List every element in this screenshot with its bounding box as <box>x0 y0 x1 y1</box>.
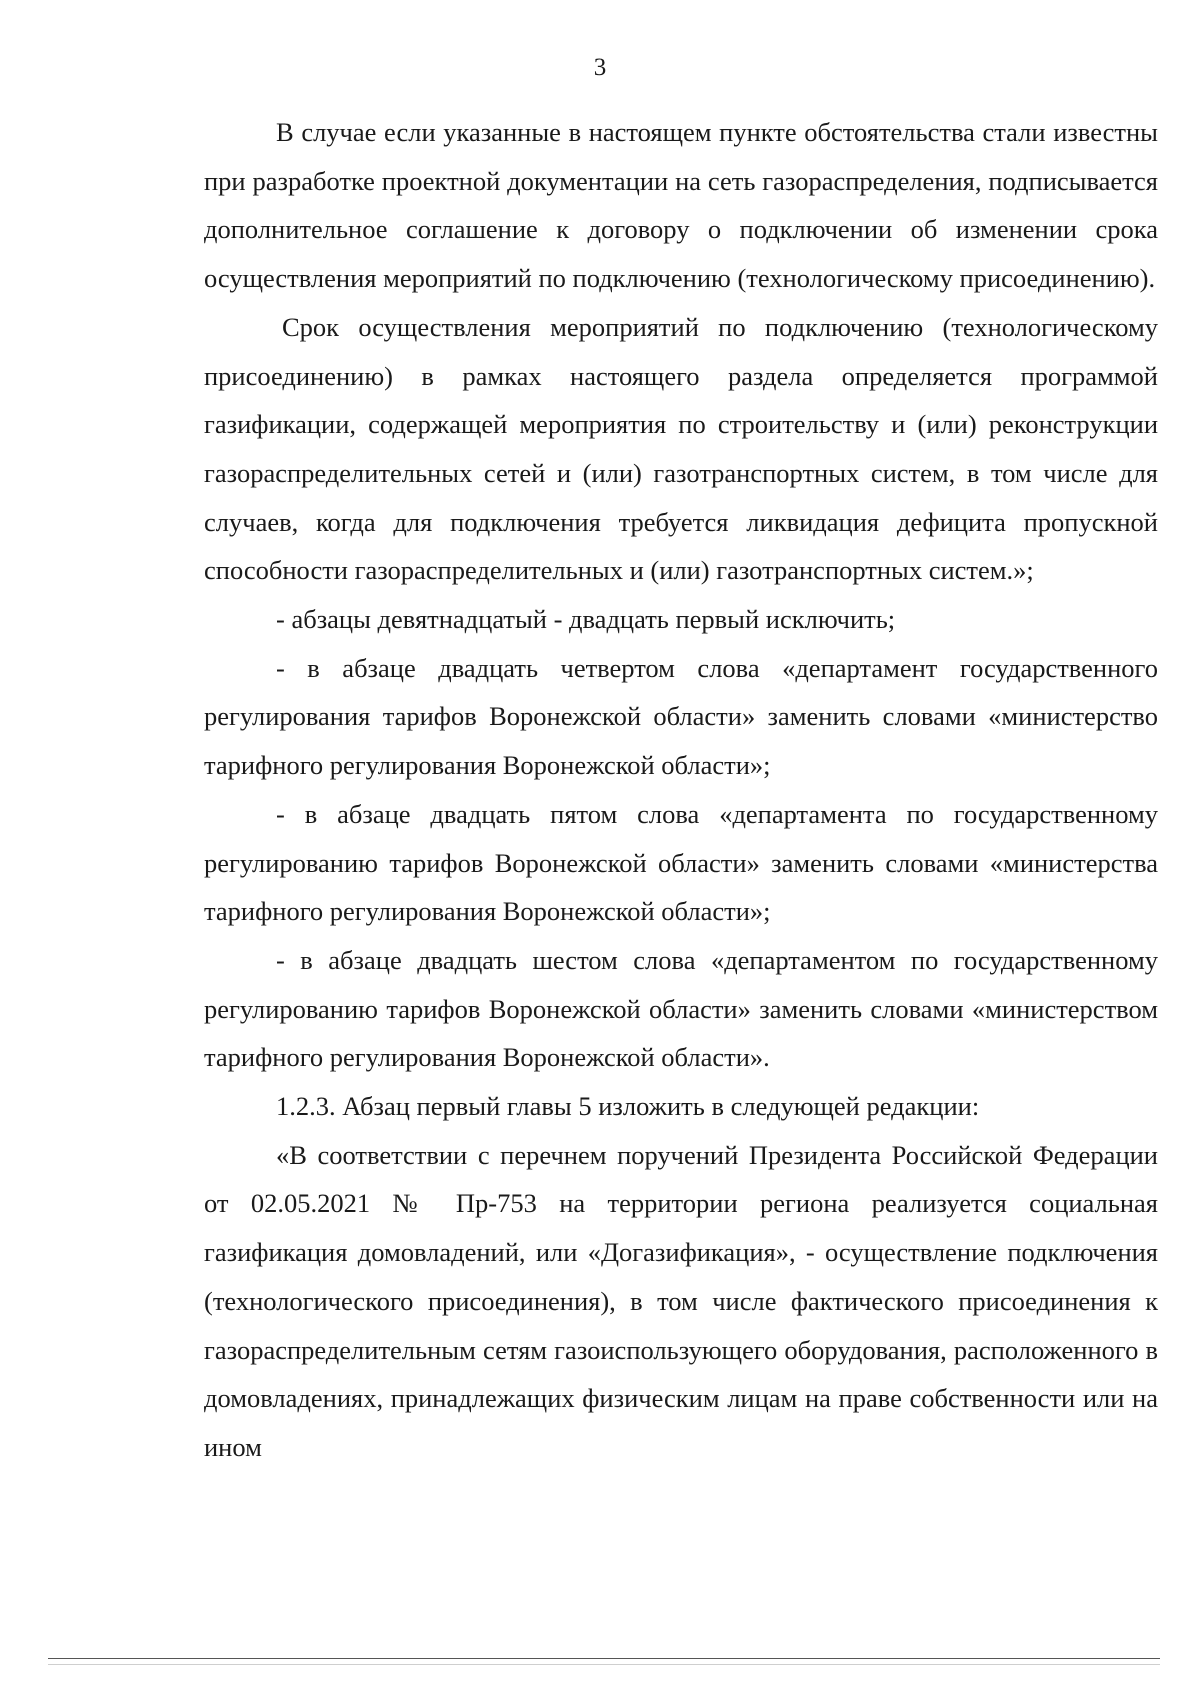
paragraph-deadline-change: В случае если указанные в настоящем пункте обстоятельства стали известны при разработке проектной документации на сеть газораспределения, подписывается дополнительное соглашение к договору о подключении об изменении срока осуществления мероприятий по подключению (технологическому присоединению). <box>204 117 1158 294</box>
paragraph-connection-deadline: Срок осуществления мероприятий по подключению (технологическому присоединению) в рамках настоящего раздела определяется программой газификации, содержащей мероприятия по строительству и (или) реконструкции газораспределительных сетей и (или) газотранспортных систем, в том числе для случаев, когда для подключения требуется ликвидация дефицита пропускной способности газораспределительных и (или) газотранспортных систем.»; <box>204 311 1158 586</box>
bottom-scan-border-faint <box>48 1664 1160 1665</box>
paragraph-social-gasification: «В соответствии с перечнем поручений Президента Российской Федерации от 02.05.2021 № Пр-753 на территории региона реализуется социальная газификация домовладений, или «Догазификация», - осуществление подключения (технологического присоединения), в том числе фактического присоединения к газораспределительным сетям газоиспользующего оборудования, расположенного в домовладениях, принадлежащих физическим лицам на праве собственности или на ином <box>204 1139 1158 1462</box>
document-body <box>204 108 1158 1472</box>
paragraph-amend-26: - в абзаце двадцать шестом слова «департаментом по государственному регулированию тарифов Воронежской области» заменить словами «министерством тарифного регулирования Воронежской области». <box>204 944 1158 1073</box>
paragraph-chapter-5-heading: 1.2.3. Абзац первый главы 5 изложить в следующей редакции: <box>276 1091 980 1122</box>
page-number: 3 <box>593 54 607 81</box>
paragraph-exclude-items: - абзацы девятнадцатый - двадцать первый исключить; <box>276 604 896 635</box>
paragraph-amend-25: - в абзаце двадцать пятом слова «департамента по государственному регулированию тарифов Воронежской области» заменить словами «министерства тарифного регулирования Воронежской области»; <box>204 798 1158 927</box>
paragraph-amend-24: - в абзаце двадцать четвертом слова «департамент государственного регулирования тарифов Воронежской области» заменить словами «министерство тарифного регулирования Воронежской области»; <box>204 652 1158 781</box>
bottom-scan-border <box>48 1658 1160 1659</box>
